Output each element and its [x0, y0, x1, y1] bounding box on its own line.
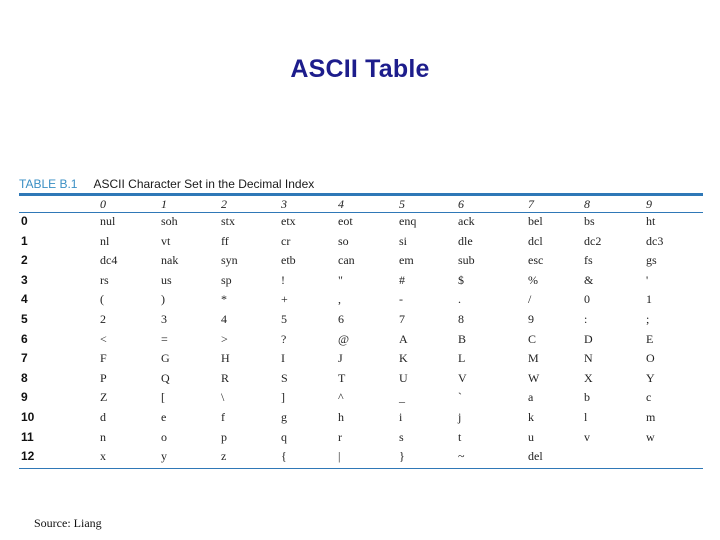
- table-cell: W: [528, 370, 540, 385]
- table-cell: Q: [161, 370, 170, 385]
- ascii-table: [19, 196, 703, 467]
- table-cell: <: [100, 331, 107, 346]
- table-cell: n: [100, 429, 106, 444]
- column-header: 7: [528, 197, 534, 211]
- table-cell: D: [584, 331, 593, 346]
- table-cell: :: [584, 311, 588, 326]
- table-cell: bs: [584, 214, 595, 228]
- table-cell: N: [584, 351, 593, 366]
- table-row: [19, 310, 703, 330]
- table-cell: F: [100, 351, 107, 366]
- table-row: [19, 408, 703, 428]
- table-cell: -: [399, 292, 403, 307]
- table-cell: d: [100, 409, 106, 424]
- row-header: 12: [21, 449, 35, 464]
- table-header-row: [19, 196, 703, 212]
- table-cell: (: [100, 292, 104, 307]
- table-cell: V: [458, 370, 467, 385]
- table-cell: r: [338, 429, 342, 444]
- table-cell: bel: [528, 214, 543, 228]
- table-cell: dc2: [584, 233, 602, 248]
- table-cell: T: [338, 370, 346, 385]
- table-cell: G: [161, 351, 170, 366]
- table-cell: 5: [281, 311, 287, 326]
- column-header: 4: [338, 197, 344, 211]
- table-caption: [19, 177, 314, 193]
- table-cell: a: [528, 390, 534, 405]
- table-cell: etb: [281, 253, 296, 268]
- row-header: 0: [21, 214, 28, 228]
- table-cell: dle: [458, 233, 473, 248]
- table-cell: B: [458, 331, 467, 346]
- table-cell: ": [338, 272, 343, 287]
- table-cell: 0: [584, 292, 590, 307]
- table-cell: 3: [161, 311, 167, 326]
- table-cell: dc3: [646, 233, 664, 248]
- row-header: 9: [21, 390, 28, 405]
- table-cell: cr: [281, 233, 291, 248]
- table-cell: g: [281, 409, 287, 424]
- table-cell: }: [399, 449, 405, 464]
- table-cell: b: [584, 390, 590, 405]
- table-cell: dcl: [528, 233, 543, 248]
- table-cell: vt: [161, 233, 171, 248]
- table-cell: rs: [100, 272, 109, 287]
- table-cell: \: [221, 390, 225, 405]
- table-cell: ]: [281, 390, 285, 405]
- table-cell: O: [646, 351, 655, 366]
- table-row: [19, 447, 703, 467]
- table-cell: M: [528, 351, 539, 366]
- table-cell: syn: [221, 253, 238, 268]
- table-cell: o: [161, 429, 167, 444]
- row-header: 7: [21, 351, 28, 366]
- table-cell: so: [338, 233, 349, 248]
- row-header: 11: [21, 429, 34, 444]
- table-body: [19, 212, 703, 467]
- table-cell: {: [281, 449, 287, 464]
- table-row: [19, 290, 703, 310]
- table-cell: $: [458, 272, 464, 287]
- column-header: 2: [221, 197, 227, 211]
- table-cell: @: [338, 331, 350, 346]
- table-cell: !: [281, 272, 285, 287]
- table-cell: 1: [646, 292, 652, 307]
- row-header: 10: [21, 409, 35, 424]
- table-cell: v: [584, 429, 590, 444]
- column-header: 1: [161, 197, 167, 211]
- column-header: 6: [458, 197, 464, 211]
- table-row: [19, 428, 703, 448]
- table-cell: C: [528, 331, 537, 346]
- table-cell: nak: [161, 253, 179, 268]
- table-cell: u: [528, 429, 534, 444]
- table-cell: ~: [458, 449, 465, 464]
- table-cell: 4: [221, 311, 227, 326]
- table-cell: *: [221, 292, 227, 307]
- table-row: [19, 369, 703, 389]
- table-cell: .: [458, 292, 461, 307]
- table-row: [19, 232, 703, 252]
- table-cell: A: [399, 331, 408, 346]
- table-cell: Y: [646, 370, 655, 385]
- table-cell: S: [281, 370, 288, 385]
- table-cell: 8: [458, 311, 464, 326]
- table-cell: 7: [399, 311, 405, 326]
- row-header: 2: [21, 253, 28, 268]
- table-cell: 6: [338, 311, 344, 326]
- table-cell: 2: [100, 311, 106, 326]
- row-header: 1: [21, 233, 28, 248]
- source-note: Source: Liang: [34, 516, 102, 530]
- table-cell: ff: [221, 233, 229, 248]
- table-cell: sub: [458, 253, 475, 268]
- table-cell: ': [646, 272, 649, 287]
- row-header: 6: [21, 331, 28, 346]
- table-cell: esc: [528, 253, 544, 268]
- table-cell: ,: [338, 292, 341, 307]
- row-header: 4: [21, 292, 28, 307]
- table-cell: X: [584, 370, 593, 385]
- table-cell: si: [399, 233, 408, 248]
- table-cell: L: [458, 351, 466, 366]
- table-cell: del: [528, 449, 543, 464]
- table-cell: Z: [100, 390, 108, 405]
- table-bottom-rule: [19, 468, 703, 469]
- row-header: 5: [21, 311, 28, 326]
- table-row: [19, 271, 703, 291]
- table-cell: U: [399, 370, 408, 385]
- table-row: [19, 212, 703, 232]
- table-cell: e: [161, 409, 167, 424]
- table-cell: sp: [221, 272, 232, 287]
- table-cell: ack: [458, 214, 475, 228]
- table-cell: %: [528, 272, 538, 287]
- table-cell: can: [338, 253, 355, 268]
- table-cell: f: [221, 409, 225, 424]
- table-cell: nl: [100, 233, 110, 248]
- table-cell: stx: [221, 214, 236, 228]
- table-cell: x: [100, 449, 106, 464]
- table-row: [19, 349, 703, 369]
- column-header: 0: [100, 197, 106, 211]
- table-cell: P: [100, 370, 107, 385]
- row-header: 8: [21, 370, 28, 385]
- table-cell: q: [281, 429, 287, 444]
- table-cell: j: [458, 409, 462, 424]
- table-cell: eot: [338, 214, 353, 228]
- table-cell: z: [221, 449, 227, 464]
- table-cell: K: [399, 351, 408, 366]
- table-cell: E: [646, 331, 654, 346]
- table-cell: w: [646, 429, 655, 444]
- table-cell: us: [161, 272, 172, 287]
- table-row: [19, 251, 703, 271]
- table-cell: [: [161, 390, 165, 405]
- table-cell: /: [528, 292, 532, 307]
- table-cell: +: [281, 292, 288, 307]
- column-header: 3: [281, 197, 287, 211]
- table-cell: h: [338, 409, 344, 424]
- row-header: 3: [21, 272, 28, 287]
- table-cell: i: [399, 409, 403, 424]
- table-cell: p: [221, 429, 227, 444]
- slide-title: ASCII Table: [290, 55, 430, 83]
- table-cell: c: [646, 390, 652, 405]
- table-cell: ): [161, 292, 165, 307]
- table-cell: >: [221, 331, 228, 346]
- table-label: TABLE B.1: [19, 177, 78, 191]
- table-cell: k: [528, 409, 534, 424]
- table-cell: l: [584, 409, 588, 424]
- table-cell: dc4: [100, 253, 118, 268]
- table-cell: gs: [646, 253, 657, 268]
- column-header: 9: [646, 197, 652, 211]
- table-cell: I: [281, 351, 285, 366]
- table-cell: _: [399, 390, 405, 405]
- column-header: 8: [584, 197, 590, 211]
- table-cell: =: [161, 331, 168, 346]
- table-cell: y: [161, 449, 167, 464]
- table-cell: &: [584, 272, 594, 287]
- table-cell: `: [458, 390, 462, 405]
- table-cell: t: [458, 429, 462, 444]
- table-title: ASCII Character Set in the Decimal Index: [93, 177, 315, 191]
- table-cell: ht: [646, 214, 656, 228]
- table-cell: #: [399, 272, 405, 287]
- table-cell: s: [399, 429, 404, 444]
- table-cell: H: [221, 351, 230, 366]
- table-cell: etx: [281, 214, 296, 228]
- table-cell: enq: [399, 214, 417, 228]
- table-cell: J: [338, 351, 343, 366]
- table-cell: m: [646, 409, 656, 424]
- column-header: 5: [399, 197, 405, 211]
- table-row: [19, 388, 703, 408]
- table-cell: ;: [646, 311, 650, 326]
- table-cell: soh: [161, 214, 178, 228]
- table-cell: ^: [338, 390, 344, 405]
- table-cell: |: [338, 449, 341, 464]
- table-cell: R: [221, 370, 230, 385]
- table-row: [19, 330, 703, 350]
- table-cell: fs: [584, 253, 593, 268]
- table-cell: nul: [100, 214, 116, 228]
- table-cell: ?: [281, 331, 287, 346]
- table-cell: 9: [528, 311, 534, 326]
- table-cell: em: [399, 253, 414, 268]
